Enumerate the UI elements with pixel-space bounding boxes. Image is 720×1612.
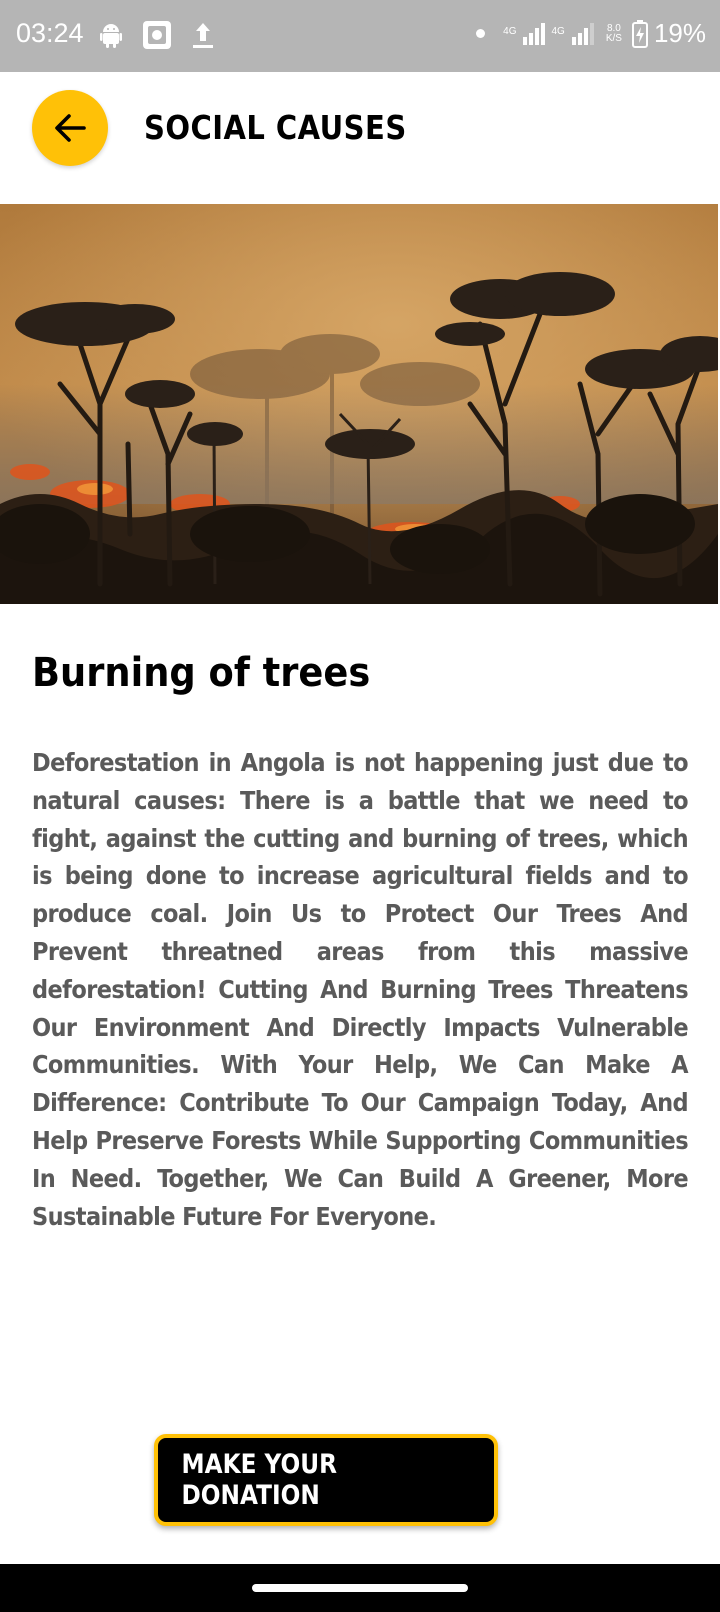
battery-percent: 19%	[653, 18, 706, 48]
hero-image	[0, 204, 718, 604]
navigation-bar	[0, 1564, 720, 1612]
page-title: SOCIAL CAUSES	[144, 108, 407, 147]
upload-icon	[192, 21, 214, 49]
status-right	[476, 18, 706, 49]
cause-description: Deforestation in Angola is not happening just due to natural causes: There is a battle that we need to fight, against the cutting and burning of trees, which is being done to increase agricultural fields and to produce coal. Join Us to Protect Our Trees And Prevent threatned areas from this massive deforestation! Cutting And Burning Trees Threatens Our Environment And Directly Impacts Vulnerable Communities. With Your Help, We Can Make A Difference: Contribute To Our Campaign Today, And Help Preserve Forests While Supporting Communities In Need. Together, We Can Build A Greener, More Sustainable Future For Everyone.	[32, 748, 688, 1231]
home-indicator[interactable]	[252, 1584, 468, 1592]
speed-unit: K/S	[605, 32, 622, 44]
cause-title: Burning of trees	[32, 650, 371, 696]
status-bar	[0, 0, 720, 72]
signal-icon	[523, 23, 545, 45]
donate-button[interactable]	[154, 1434, 498, 1526]
network-label-2: 4G	[551, 26, 565, 37]
network-speed	[606, 24, 622, 44]
battery-charging-icon	[632, 20, 648, 48]
burning-forest-image	[0, 204, 718, 604]
status-left-icons	[100, 20, 214, 50]
status-time: 03:24	[16, 18, 84, 48]
network-label-1: 4G	[503, 26, 517, 37]
android-icon	[100, 22, 122, 48]
speed-value: 8.0	[606, 22, 621, 34]
dot-icon	[476, 29, 485, 38]
screenshot-icon	[142, 20, 172, 50]
back-button[interactable]	[32, 90, 108, 166]
arrow-left-icon	[50, 108, 90, 148]
app-bar	[0, 72, 720, 204]
donate-button-label: MAKE YOUR DONATION	[181, 1449, 338, 1511]
signal-icon-2	[572, 23, 594, 45]
